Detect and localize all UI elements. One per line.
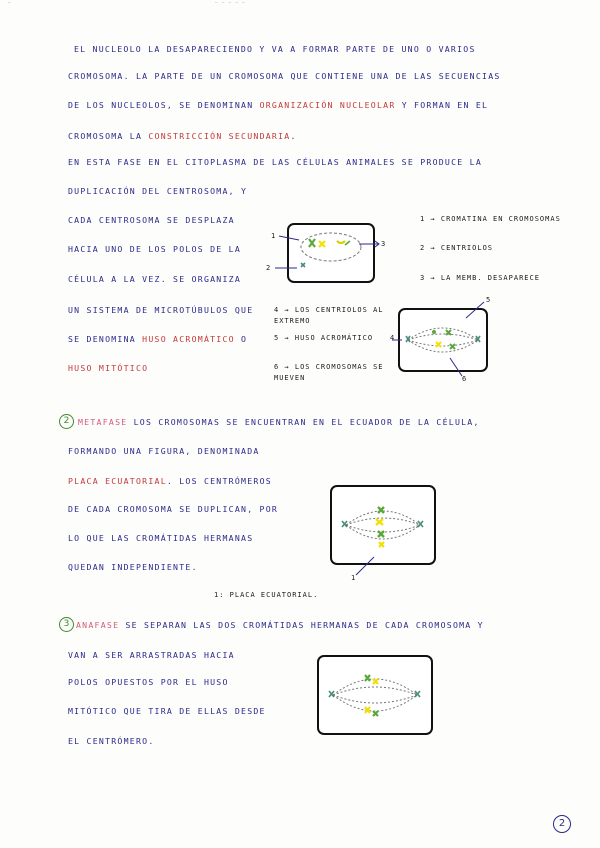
text-line: EL NUCLEOLO LA DESAPARECIENDO Y VA A FORMAR PARTE DE UNO O VARIOS (74, 44, 476, 54)
label-number: 5 (486, 296, 492, 304)
label-number: 1 (351, 574, 357, 582)
text-line: METAFASE LOS CROMOSOMAS SE ENCUENTRAN EN EL ECUADOR DE LA CÉLULA, (78, 417, 480, 427)
text-line: DUPLICACIÓN DEL CENTROSOMA, Y (68, 186, 248, 196)
legend-item: 5 → HUSO ACROMÁTICO (274, 334, 374, 342)
label-number: 4 (390, 334, 396, 342)
text-line: UN SISTEMA DE MICROTÚBULOS QUE (68, 305, 254, 315)
metaphase-drawing (332, 487, 434, 563)
label-number: 3 (381, 240, 387, 248)
text-line: CÉLULA A LA VEZ. SE ORGANIZA (68, 274, 242, 284)
section-number: 2 (59, 414, 74, 429)
text-line: CROMOSOMA LA CONSTRICCIÓN SECUNDARIA. (68, 131, 297, 141)
label-number: 2 (266, 264, 272, 272)
legend-item: 6 → LOS CROMOSOMAS SE MUEVEN (274, 363, 384, 382)
section-number: 3 (59, 617, 74, 632)
text-line: EN ESTA FASE EN EL CITOPLASMA DE LAS CÉLULAS ANIMALES SE PRODUCE LA (68, 157, 483, 167)
caption: 1: PLACA ECUATORIAL. (214, 591, 319, 599)
text-line: HACIA UNO DE LOS POLOS DE LA (68, 244, 242, 254)
legend-item: 2 → CENTRIOLOS (420, 244, 494, 252)
cell-diagram-metaphase (330, 485, 436, 565)
annotation-arrows (390, 296, 490, 386)
text-line: LO QUE LAS CROMÁTIDAS HERMANAS (68, 533, 254, 543)
text-line: QUEDAN INDEPENDIENTE. (68, 562, 198, 572)
header-scribble: — — — — — (215, 0, 246, 5)
text-line: DE LOS NUCLEOLOS, SE DENOMINAN ORGANIZACIÓN NUCLEOLAR Y FORMAN EN EL (68, 100, 489, 110)
text-line: DE CADA CROMOSOMA SE DUPLICAN, POR (68, 504, 279, 514)
text-line: FORMANDO UNA FIGURA, DENOMINADA (68, 446, 260, 456)
legend-item: 3 → LA MEMB. DESAPARECE (420, 274, 540, 282)
label-number: 1 (271, 232, 277, 240)
annotation-arrows (275, 230, 385, 276)
text-line: VAN A SER ARRASTRADAS HACIA (68, 650, 235, 660)
text-line: POLOS OPUESTOS POR EL HUSO (68, 677, 229, 687)
text-line: EL CENTRÓMERO. (68, 736, 155, 746)
text-line: CROMOSOMA. LA PARTE DE UN CROMOSOMA QUE CONTIENE UNA DE LAS SECUENCIAS (68, 71, 501, 81)
cell-diagram-anaphase (317, 655, 433, 735)
text-line: HUSO MITÓTICO (68, 363, 149, 373)
text-line: SE DENOMINA HUSO ACROMÁTICO O (68, 334, 248, 344)
anaphase-drawing (319, 657, 431, 733)
legend-item: 4 → LOS CENTRIOLOS AL EXTREMO (274, 306, 384, 325)
legend-item: 1 → CROMATINA EN CROMOSOMAS (420, 215, 561, 223)
text-line: PLACA ECUATORIAL. LOS CENTRÓMEROS (68, 476, 272, 486)
header-scribble: — (8, 0, 12, 5)
label-number: 6 (462, 375, 468, 383)
text-line: CADA CENTROSOMA SE DESPLAZA (68, 215, 235, 225)
page-number: 2 (553, 815, 571, 833)
text-line: ANAFASE SE SEPARAN LAS DOS CROMÁTIDAS HERMANAS DE CADA CROMOSOMA Y (76, 620, 484, 630)
text-line: MITÓTICO QUE TIRA DE ELLAS DESDE (68, 706, 266, 716)
